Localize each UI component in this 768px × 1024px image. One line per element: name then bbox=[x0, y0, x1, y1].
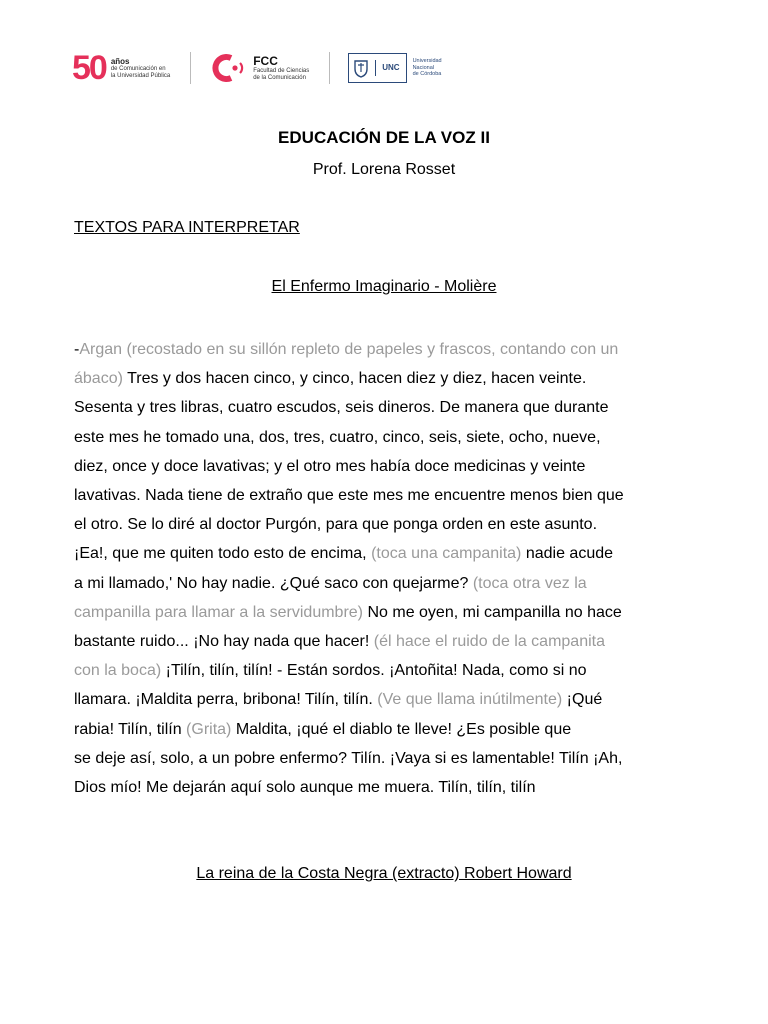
logo-fcc-name: FCC bbox=[253, 53, 278, 68]
text-line bbox=[74, 773, 700, 802]
logo-fcc-line2: de la Comunicación bbox=[253, 74, 306, 81]
logo-50-line1: de Comunicación en bbox=[110, 65, 166, 72]
text-line bbox=[74, 744, 700, 773]
text-line bbox=[74, 627, 700, 656]
logo-50-anos bbox=[72, 46, 170, 90]
logo-50-line2: la Universidad Pública bbox=[110, 72, 171, 79]
stage-direction: campanilla para llamar a la servidumbre) bbox=[74, 603, 364, 621]
stage-direction: (él hace el ruido de la campanita bbox=[373, 633, 605, 651]
stage-direction: (toca otra vez la bbox=[472, 574, 587, 592]
stage-direction: (Grita) bbox=[186, 720, 232, 738]
piece-title-reina-costa-negra: La reina de la Costa Negra (extracto) Robert Howard bbox=[196, 865, 572, 882]
text-line bbox=[74, 539, 700, 568]
dialogue-text: Sesenta y tres libras, cuatro escudos, seis dineros. De manera que durante bbox=[74, 399, 609, 417]
logo-50-caption bbox=[111, 57, 170, 80]
document-title: EDUCACIÓN DE LA VOZ II bbox=[278, 128, 490, 147]
logo-unc-name: UNC bbox=[375, 60, 399, 76]
logo-unc bbox=[348, 53, 441, 83]
logo-fcc bbox=[209, 52, 309, 84]
text-line bbox=[74, 364, 700, 393]
dialogue-text: lavativas. Nada tiene de extraño que este mes me encuentre menos bien que bbox=[74, 487, 624, 505]
dialogue-text: No me oyen, mi campanilla no hace bbox=[363, 603, 622, 621]
logo-unc-caption bbox=[413, 58, 442, 78]
dialogue-text: bastante ruido... ¡No hay nada que hacer! bbox=[74, 633, 374, 651]
logo-unc-line2: Nacional bbox=[412, 64, 434, 71]
dialogue-text: Tres y dos hacen cinco, y cinco, hacen diez y diez, hacen veinte. bbox=[122, 370, 587, 388]
stage-direction: (Ve que llama inútilmente) bbox=[377, 691, 563, 709]
text-line bbox=[74, 685, 700, 714]
dialogue-text: llamara. ¡Maldita perra, bribona! Tilín, tilín. bbox=[74, 691, 378, 709]
dialogue-text: se deje así, solo, a un pobre enfermo? Tilín. ¡Vaya si es lamentable! Tilín ¡Ah, bbox=[74, 749, 623, 767]
piece-title-enfermo-imaginario: El Enfermo Imaginario - Molière bbox=[271, 278, 497, 295]
text-line bbox=[74, 423, 700, 452]
text-line bbox=[74, 715, 700, 744]
text-line bbox=[74, 452, 700, 481]
stage-direction: ábaco) bbox=[74, 370, 123, 388]
dialogue-text: a mi llamado,' No hay nadie. ¿Qué saco con quejarme? bbox=[74, 574, 473, 592]
dialogue-text: ¡Tilín, tilín, tilín! - Están sordos. ¡Antoñita! Nada, como si no bbox=[161, 662, 587, 680]
dialogue-text: ¡Qué bbox=[562, 691, 603, 709]
professor-name: Prof. Lorena Rosset bbox=[312, 161, 456, 178]
text-line bbox=[74, 598, 700, 627]
fcc-mark-icon bbox=[209, 52, 249, 84]
dialogue-text: rabia! Tilín, tilín bbox=[74, 720, 187, 738]
dialogue-text: este mes he tomado una, dos, tres, cuatro, cinco, seis, siete, ocho, nueve, bbox=[74, 428, 601, 446]
stage-direction: con la boca) bbox=[74, 662, 162, 680]
logo-fcc-caption bbox=[253, 55, 309, 82]
logo-fcc-line1: Facultad de Ciencias bbox=[253, 67, 310, 74]
monologue-text bbox=[74, 335, 700, 802]
text-line bbox=[74, 335, 700, 364]
logo-unc-line3: de Córdoba bbox=[412, 71, 442, 78]
text-line bbox=[74, 481, 700, 510]
header-logos bbox=[72, 46, 492, 90]
logo-50-number: 50 bbox=[72, 49, 106, 87]
dialogue-text: diez, once y doce lavativas; y el otro mes había doce medicinas y veinte bbox=[74, 457, 586, 475]
logo-divider bbox=[190, 52, 191, 84]
dialogue-text: nadie acude bbox=[521, 545, 614, 563]
dialogue-text: el otro. Se lo diré al doctor Purgón, para que ponga orden en este asunto. bbox=[74, 516, 598, 534]
unc-shield-icon bbox=[353, 58, 369, 78]
logo-unc-line1: Universidad bbox=[412, 58, 442, 65]
text-line bbox=[74, 656, 700, 685]
text-line bbox=[74, 569, 700, 598]
dialogue-text: ¡Ea!, que me quiten todo esto de encima, bbox=[74, 545, 372, 563]
dialogue-text: Maldita, ¡qué el diablo te lleve! ¿Es posible que bbox=[231, 720, 572, 738]
dialogue-text: Dios mío! Me dejarán aquí solo aunque me muera. Tilín, tilín, tilín bbox=[74, 779, 536, 797]
text-line bbox=[74, 510, 700, 539]
logo-unc-box bbox=[348, 53, 406, 83]
stage-direction: (toca una campanita) bbox=[371, 545, 522, 563]
stage-direction: Argan (recostado en su sillón repleto de papeles y frascos, contando con un bbox=[79, 341, 619, 358]
text-line bbox=[74, 393, 700, 422]
dialogue-text: - bbox=[74, 341, 80, 358]
logo-divider bbox=[329, 52, 330, 84]
logo-50-anos-label: años bbox=[110, 56, 130, 66]
section-heading: TEXTOS PARA INTERPRETAR bbox=[74, 219, 300, 236]
